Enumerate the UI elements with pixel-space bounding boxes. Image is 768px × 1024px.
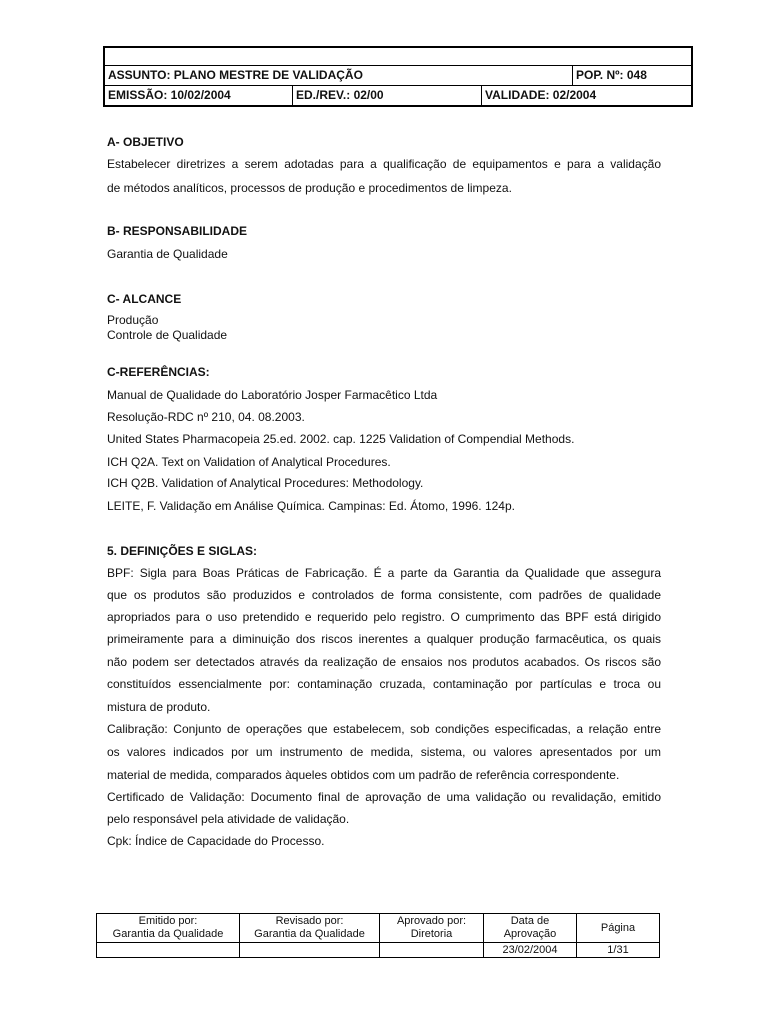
definicoes-line-6: constituídos essencialmente por: contaminação cruzada, contaminação por partículas e troca ou (107, 677, 661, 691)
definicoes-line-12: pelo responsável pela atividade de validação. (107, 812, 350, 826)
responsabilidade-line-1: Garantia de Qualidade (107, 247, 228, 261)
revisado-label: Revisado por: (275, 915, 344, 927)
section-title-referencias: C-REFERÊNCIAS: (107, 365, 210, 379)
referencia-line-2: Resolução-RDC nº 210, 04. 08.2003. (107, 410, 305, 424)
referencia-line-5: ICH Q2B. Validation of Analytical Procedures: Methodology. (107, 476, 424, 490)
data-aprovacao-cell (484, 914, 577, 943)
header-emission-row (105, 85, 691, 105)
section-title-responsabilidade: B- RESPONSABILIDADE (107, 224, 248, 238)
pagina-label-cell: Página (577, 914, 660, 943)
pop-number-cell: POP. Nº: 048 (572, 66, 691, 85)
approval-header-row (97, 914, 660, 943)
definicoes-line-10: material de medida, comparados àqueles obtidos com um padrão de referência correspondente. (107, 768, 620, 782)
data-label-1: Data de (510, 915, 550, 927)
subject-cell: ASSUNTO: PLANO MESTRE DE VALIDAÇÃO (108, 68, 363, 82)
emission-cell: EMISSÃO: 10/02/2004 (108, 88, 231, 102)
definicoes-line-5: não podem ser detectados através da realização de ensaios nos produtos acabados. Os riscos são (107, 655, 661, 669)
revisado-cell (240, 914, 380, 943)
aprovado-label: Aprovado por: (396, 915, 467, 927)
data-value-cell: 23/02/2004 (484, 943, 577, 958)
edition-cell: ED./REV.: 02/00 (292, 86, 481, 105)
aprovado-signature-cell (380, 943, 484, 958)
definicoes-line-4: primeiramente para a diminuição dos riscos inerentes a qualquer produção farmacêutica, os quais (107, 632, 661, 646)
objetivo-line-2: de métodos analíticos, processos de produção e procedimentos de limpeza. (107, 181, 512, 195)
emitido-signature-cell (97, 943, 240, 958)
revisado-value: Garantia da Qualidade (254, 928, 365, 940)
definicoes-line-8: Calibração: Conjunto de operações que estabelecem, sob condições especificadas, a relação entre (107, 722, 661, 736)
aprovado-cell (380, 914, 484, 943)
section-title-definicoes: 5. DEFINIÇÕES E SIGLAS: (107, 544, 258, 558)
emitido-cell (97, 914, 240, 943)
definicoes-line-9: os valores indicados por um instrumento de medida, sistema, ou valores apresentados por um (107, 745, 661, 759)
emitido-label: Emitido por: (138, 915, 198, 927)
referencia-line-3: United States Pharmacopeia 25.ed. 2002. cap. 1225 Validation of Compendial Methods. (107, 432, 575, 446)
header-blank-row (105, 48, 691, 65)
objetivo-line-1: Estabelecer diretrizes a serem adotadas para a qualificação de equipamentos e para a validação (107, 157, 661, 171)
definicoes-line-3: apropriados para o uso pretendido e requerido pelo registro. O cumprimento das BPF está dirigido (107, 610, 661, 624)
definicoes-line-1: BPF: Sigla para Boas Práticas de Fabricação. É a parte da Garantia da Qualidade que assegura (107, 566, 661, 580)
definicoes-line-2: que os produtos são produzidos e controlados de forma consistente, com padrões de qualidade (107, 588, 661, 602)
referencia-line-4: ICH Q2A. Text on Validation of Analytical Procedures. (107, 455, 391, 469)
definicoes-line-11: Certificado de Validação: Documento final de aprovação de uma validação ou revalidação, emitido (107, 790, 661, 804)
document-header (103, 46, 693, 107)
approval-table (96, 913, 660, 958)
emitido-value: Garantia da Qualidade (112, 928, 224, 940)
definicoes-line-13: Cpk: Índice de Capacidade do Processo. (107, 834, 325, 848)
referencia-line-6: LEITE, F. Validação em Análise Química. Campinas: Ed. Átomo, 1996. 124p. (107, 499, 515, 513)
revisado-signature-cell (240, 943, 380, 958)
validity-cell: VALIDADE: 02/2004 (481, 86, 691, 105)
referencia-line-1: Manual de Qualidade do Laboratório Josper Farmacêtico Ltda (107, 388, 438, 402)
approval-value-row (97, 943, 660, 958)
definicoes-line-7: mistura de produto. (107, 700, 211, 714)
section-title-objetivo: A- OBJETIVO (107, 135, 184, 149)
alcance-line-1: Produção (107, 313, 159, 327)
section-title-alcance: C- ALCANCE (107, 292, 182, 306)
header-subject-row (105, 65, 691, 85)
aprovado-value: Diretoria (410, 928, 453, 940)
pagina-value-cell: 1/31 (577, 943, 660, 958)
data-label-2: Aprovação (503, 928, 557, 940)
alcance-line-2: Controle de Qualidade (107, 328, 228, 342)
